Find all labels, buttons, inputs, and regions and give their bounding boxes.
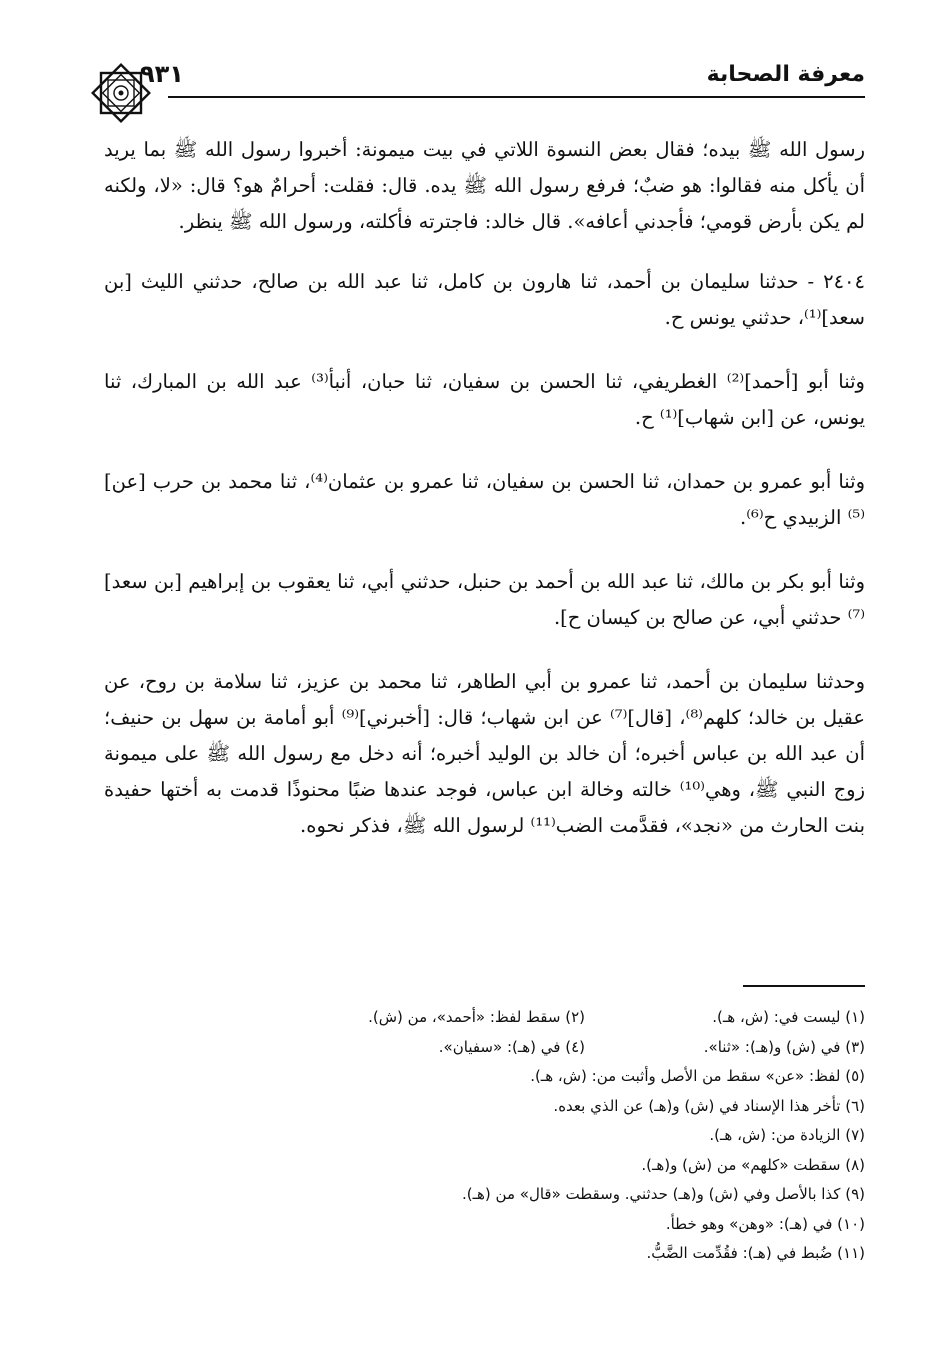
footnote: (٧) الزيادة من: (ش، هـ).	[709, 1126, 865, 1144]
footnote: (٩) كذا بالأصل وفي (ش) و(هـ) حدثني. وسقطت «قال» من (هـ).	[462, 1185, 865, 1203]
footnote-divider	[743, 985, 865, 987]
footnote: (١١) ضُبط في (هـ): فقُدِّمت الضَّبُّ.	[646, 1244, 865, 1262]
paragraph: رسول الله ﷺ بيده؛ فقال بعض النسوة اللاتي في بيت ميمونة: أخبروا رسول الله ﷺ بما يريد أن يأكل منه فقالوا: هو ضبٌ؛ فرفع رسول الله ﷺ يده. قال: فقلت: أحرامٌ هو؟ قال: «لا، ولكنه لم يكن بأرض قومي؛ فأجدني أعافه». قال خالد: فاجترته فأكلته، ورسول الله ﷺ ينظر.	[104, 138, 865, 233]
footnote-row	[104, 1033, 865, 1063]
footnote-row	[104, 1003, 865, 1033]
running-head-title: معرفة الصحابة	[706, 62, 865, 87]
footnote: (٣) في (ش) و(هـ): «ثنا».	[703, 1037, 865, 1056]
footnote: (٢) سقط لفظ: «أحمد»، من (ش).	[368, 1008, 585, 1026]
star-ornament-icon	[86, 58, 156, 128]
footnote: (٦) تأخر هذا الإسناد في (ش) و(هـ) عن الذي بعده.	[553, 1096, 865, 1115]
main-text	[104, 132, 865, 872]
hadith-paragraph: ٢٤٠٤ - حدثنا سليمان بن أحمد، ثنا هارون بن كامل، ثنا عبد الله بن صالح، حدثني الليث [بن سعد]⁽¹⁾، حدثني يونس ح.	[104, 270, 865, 329]
footnote: (٨) سقطت «كلهم» من (ش) و(هـ).	[641, 1155, 865, 1174]
footnote: (١٠) في (هـ): «وهن» وهو خطأ.	[665, 1214, 865, 1233]
header-divider	[168, 96, 865, 98]
isnad-paragraph: وثنا أبو بكر بن مالك، ثنا عبد الله بن أحمد بن حنبل، حدثني أبي، ثنا يعقوب بن إبراهيم [بن سعد]⁽⁷⁾ حدثني أبي، عن صالح بن كيسان ح].	[104, 570, 865, 629]
page-number: ٩٣١	[140, 60, 184, 88]
footnote: (١) ليست في: (ش، هـ).	[712, 1008, 865, 1026]
footnote: (٥) لفظ: «عن» سقط من الأصل وأثبت من: (ش، هـ).	[530, 1067, 865, 1085]
footnote: (٤) في (هـ): «سفيان».	[438, 1037, 585, 1056]
footnotes	[104, 1003, 865, 1269]
isnad-paragraph: وحدثنا سليمان بن أحمد، ثنا عمرو بن أبي الطاهر، ثنا محمد بن عزيز، ثنا سلامة بن روح، عن عقيل بن خالد؛ كلهم⁽⁸⁾، [قال]⁽⁷⁾ عن ابن شهاب؛ قال: [أخبرني]⁽⁹⁾ أبو أمامة بن سهل بن حنيف؛ أن عبد الله بن عباس أخبره؛ أن خالد بن الوليد أخبره؛ أنه دخل مع رسول الله ﷺ على ميمونة زوج النبي ﷺ، وهي⁽¹⁰⁾ خالته وخالة ابن عباس، فوجد عندها ضبًا محنوذًا قدمت به أختها حفيدة بنت الحارث من «نجد»، فقدَّمت الضب⁽¹¹⁾ لرسول الله ﷺ، فذكر نحوه.	[104, 670, 866, 837]
isnad-paragraph: وثنا أبو [أحمد]⁽²⁾ الغطريفي، ثنا الحسن بن سفيان، ثنا حبان، أنبأ⁽³⁾ عبد الله بن المبارك، ثنا يونس، عن [ابن شهاب]⁽¹⁾ ح.	[104, 370, 865, 429]
isnad-paragraph: وثنا أبو عمرو بن حمدان، ثنا الحسن بن سفيان، ثنا عمرو بن عثمان⁽⁴⁾، ثنا محمد بن حرب [عن]⁽⁵⁾ الزبيدي ح⁽⁶⁾.	[104, 470, 865, 529]
